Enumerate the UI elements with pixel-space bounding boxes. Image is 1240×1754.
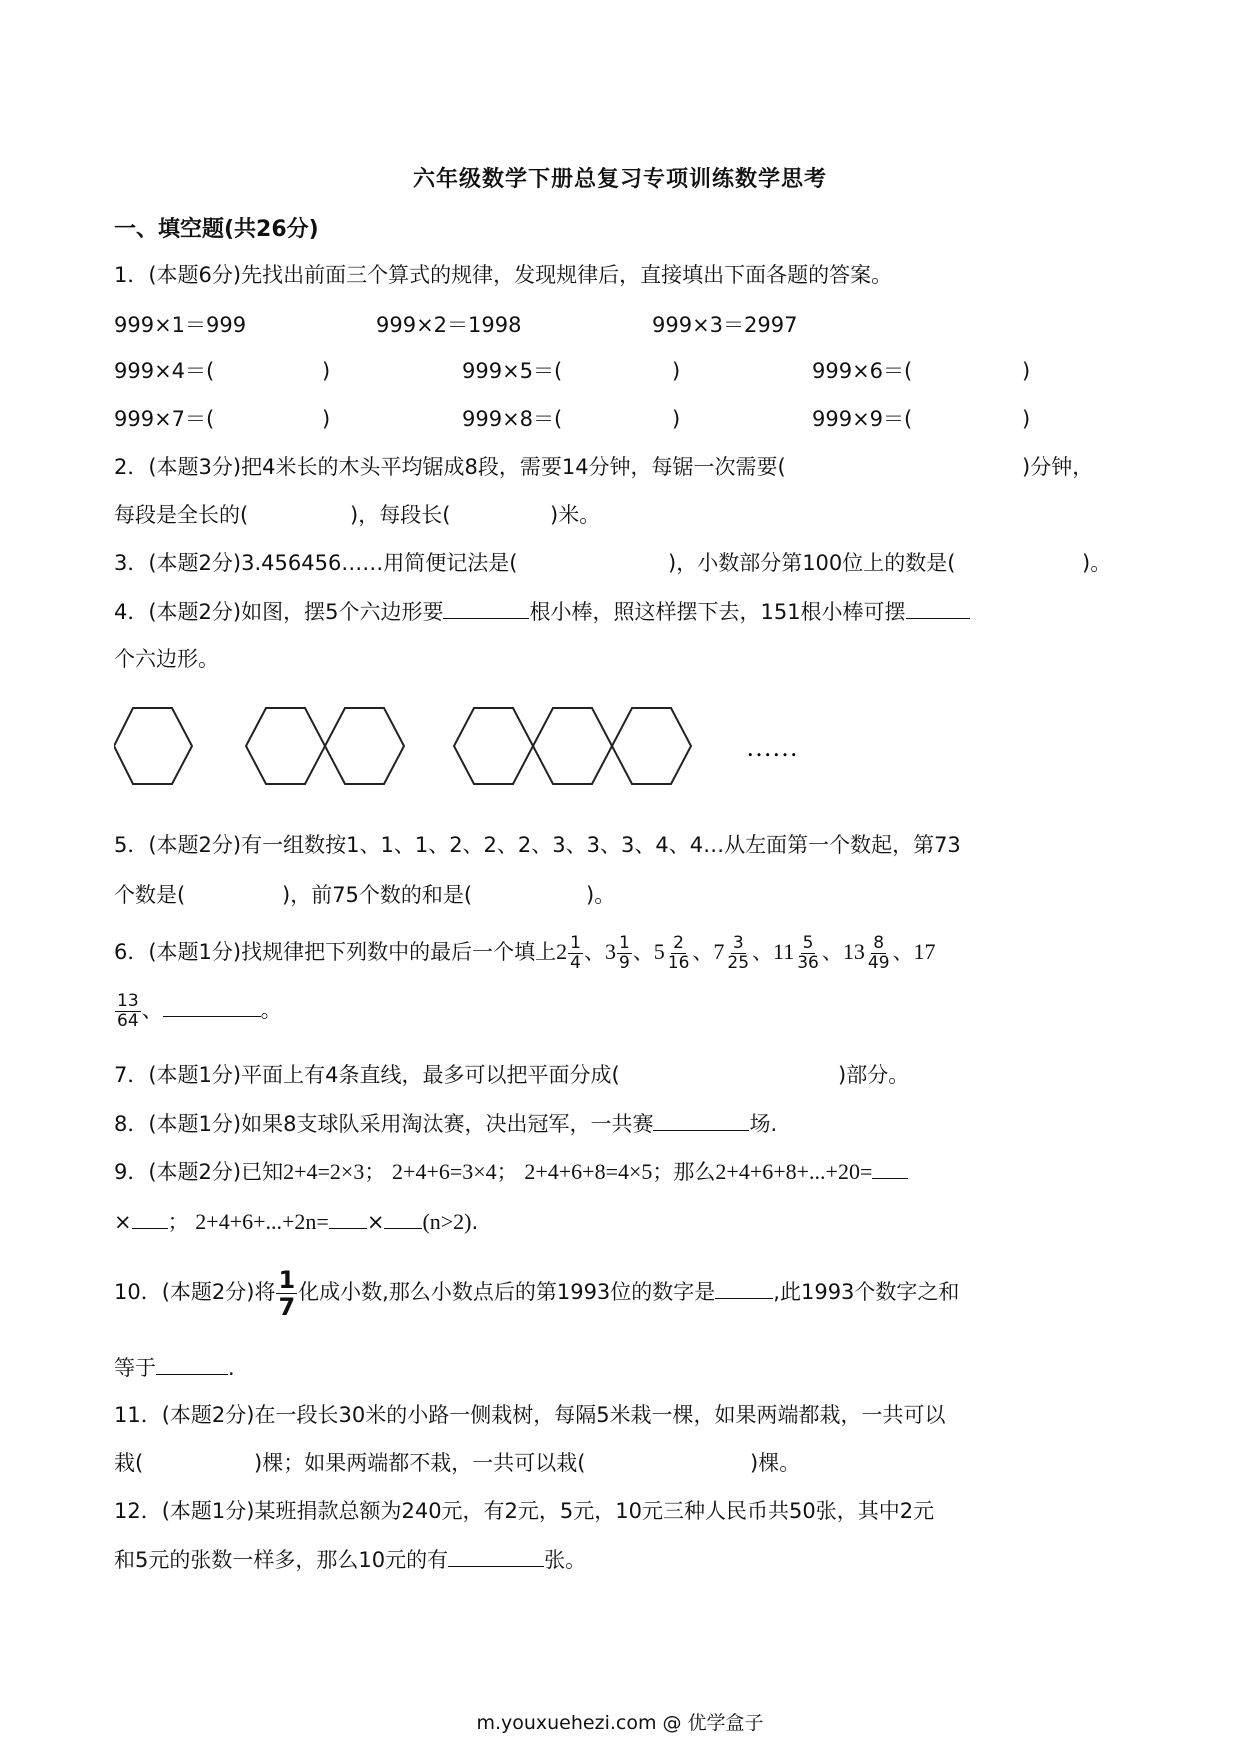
question-5-line2a: 个数是( xyxy=(114,883,186,907)
question-2-line1b: )分钟， xyxy=(1022,455,1094,479)
question-10-line1: 10．(本题2分)将 $\frac{1}{7}$ 化成小数,那么小数点后的第1993位的数字是 ,此1993个数字之和 xyxy=(114,1265,960,1321)
question-6-line1: 6．(本题1分)找规律把下列数中的最后一个填上2 $\frac{1}{4}$ 、3 $\frac{1}{9}$ 、5 $\frac{2}{16}$ 、7 $\frac{3}{25}$ 、11 $\frac{5}{36}$ 、13 $\frac{8}{49}$ 、17 xyxy=(114,932,936,973)
question-5-line2c: )。 xyxy=(586,883,616,907)
question-2-line1a: 2．(本题3分)把4米长的木头平均锯成8段，需要14分钟，每锯一次需要( xyxy=(114,455,786,479)
question-7-a: 7．(本题1分)平面上有4条直线，最多可以把平面分成( xyxy=(114,1063,620,1087)
q1-blank-9: 999×9＝( xyxy=(812,407,913,431)
answer-blank[interactable] xyxy=(443,596,529,619)
question-1-text: 1．(本题6分)先找出前面三个算式的规律，发现规律后，直接填出下面各题的答案。 xyxy=(114,263,893,287)
answer-blank[interactable] xyxy=(329,1206,367,1229)
question-3-b: )，小数部分第100位上的数是( xyxy=(668,551,956,575)
hexagon-2b xyxy=(325,708,404,784)
q1-blank-5: 999×5＝( xyxy=(462,359,563,383)
question-9-line1: 9．(本题2分)已知2+4=2×3； 2+4+6=3×4； 2+4+6+8=4×5；那么2+4+6+8+...+20= xyxy=(114,1156,908,1187)
question-11-line2a: 栽( xyxy=(114,1451,144,1475)
q1-close-5: ) xyxy=(672,359,681,383)
hexagon-3c xyxy=(612,708,691,784)
q1-close-4: ) xyxy=(322,359,331,383)
question-10-line2: 等于 . xyxy=(114,1352,235,1383)
footer-watermark: m.youxuehezi.com @ 优学盒子 xyxy=(476,1712,764,1734)
answer-blank[interactable] xyxy=(653,1108,749,1131)
q1-blank-4: 999×4＝( xyxy=(114,359,215,383)
question-5-line1: 5．(本题2分)有一组数按1、1、1、2、2、2、3、3、3、4、4…从左面第一个数起，第73 xyxy=(114,833,961,857)
section-heading: 一、填空题(共26分) xyxy=(114,217,319,242)
continuation-dots: …… xyxy=(746,733,798,762)
q1-close-9: ) xyxy=(1022,407,1031,431)
q1-blank-6: 999×6＝( xyxy=(812,359,913,383)
hexagon-figure xyxy=(114,690,834,810)
question-2-line2b: )，每段长( xyxy=(350,503,451,527)
q1-given-1: 999×1＝999 xyxy=(114,313,247,337)
hexagon-3b xyxy=(533,708,612,784)
q1-close-7: ) xyxy=(322,407,331,431)
question-5-line2b: )，前75个数的和是( xyxy=(282,883,473,907)
answer-blank[interactable] xyxy=(163,994,261,1017)
question-12-line1: 12．(本题1分)某班捐款总额为240元，有2元，5元，10元三种人民币共50张，其中2元 xyxy=(114,1499,935,1523)
question-3-c: )。 xyxy=(1082,551,1112,575)
hexagon-1 xyxy=(114,708,192,784)
q1-close-8: ) xyxy=(672,407,681,431)
page-title: 六年级数学下册总复习专项训练数学思考 xyxy=(412,167,827,192)
question-4-line2: 个六边形。 xyxy=(114,647,219,671)
question-3-a: 3．(本题2分)3.456456……用简便记法是( xyxy=(114,551,518,575)
question-11-line2b: )棵；如果两端都不栽，一共可以栽( xyxy=(254,1451,586,1475)
q1-blank-8: 999×8＝( xyxy=(462,407,563,431)
answer-blank[interactable] xyxy=(715,1276,773,1299)
answer-blank[interactable] xyxy=(132,1206,168,1229)
answer-blank[interactable] xyxy=(906,596,970,619)
question-9-line2: × ； 2+4+6+...+2n= × (n>2). xyxy=(114,1206,478,1237)
q1-given-3: 999×3＝2997 xyxy=(652,313,798,337)
question-8: 8．(本题1分)如果8支球队采用淘汰赛，决出冠军，一共赛 场. xyxy=(114,1108,777,1139)
answer-blank[interactable] xyxy=(872,1156,908,1179)
answer-blank[interactable] xyxy=(448,1544,544,1567)
hexagon-3a xyxy=(454,708,533,784)
question-4-a: 4．(本题2分)如图，摆5个六边形要 根小棒，照这样摆下去，151根小棒可摆 xyxy=(114,596,970,627)
question-2-line2a: 每段是全长的( xyxy=(114,503,249,527)
q1-given-2: 999×2＝1998 xyxy=(376,313,522,337)
answer-blank[interactable] xyxy=(384,1206,422,1229)
question-11-line1: 11．(本题2分)在一段长30米的小路一侧栽树，每隔5米栽一棵，如果两端都栽，一共可以 xyxy=(114,1403,946,1427)
answer-blank[interactable] xyxy=(156,1352,228,1375)
q1-close-6: ) xyxy=(1022,359,1031,383)
hexagon-2a xyxy=(246,708,325,784)
question-11-line2c: )棵。 xyxy=(750,1451,801,1475)
question-12-line2: 和5元的张数一样多，那么10元的有 张。 xyxy=(114,1544,586,1575)
question-2-line2c: )米。 xyxy=(550,503,601,527)
q1-blank-7: 999×7＝( xyxy=(114,407,215,431)
question-6-line2: $\frac{13}{64}$ 、 。 xyxy=(117,990,282,1031)
question-7-b: )部分。 xyxy=(838,1063,910,1087)
